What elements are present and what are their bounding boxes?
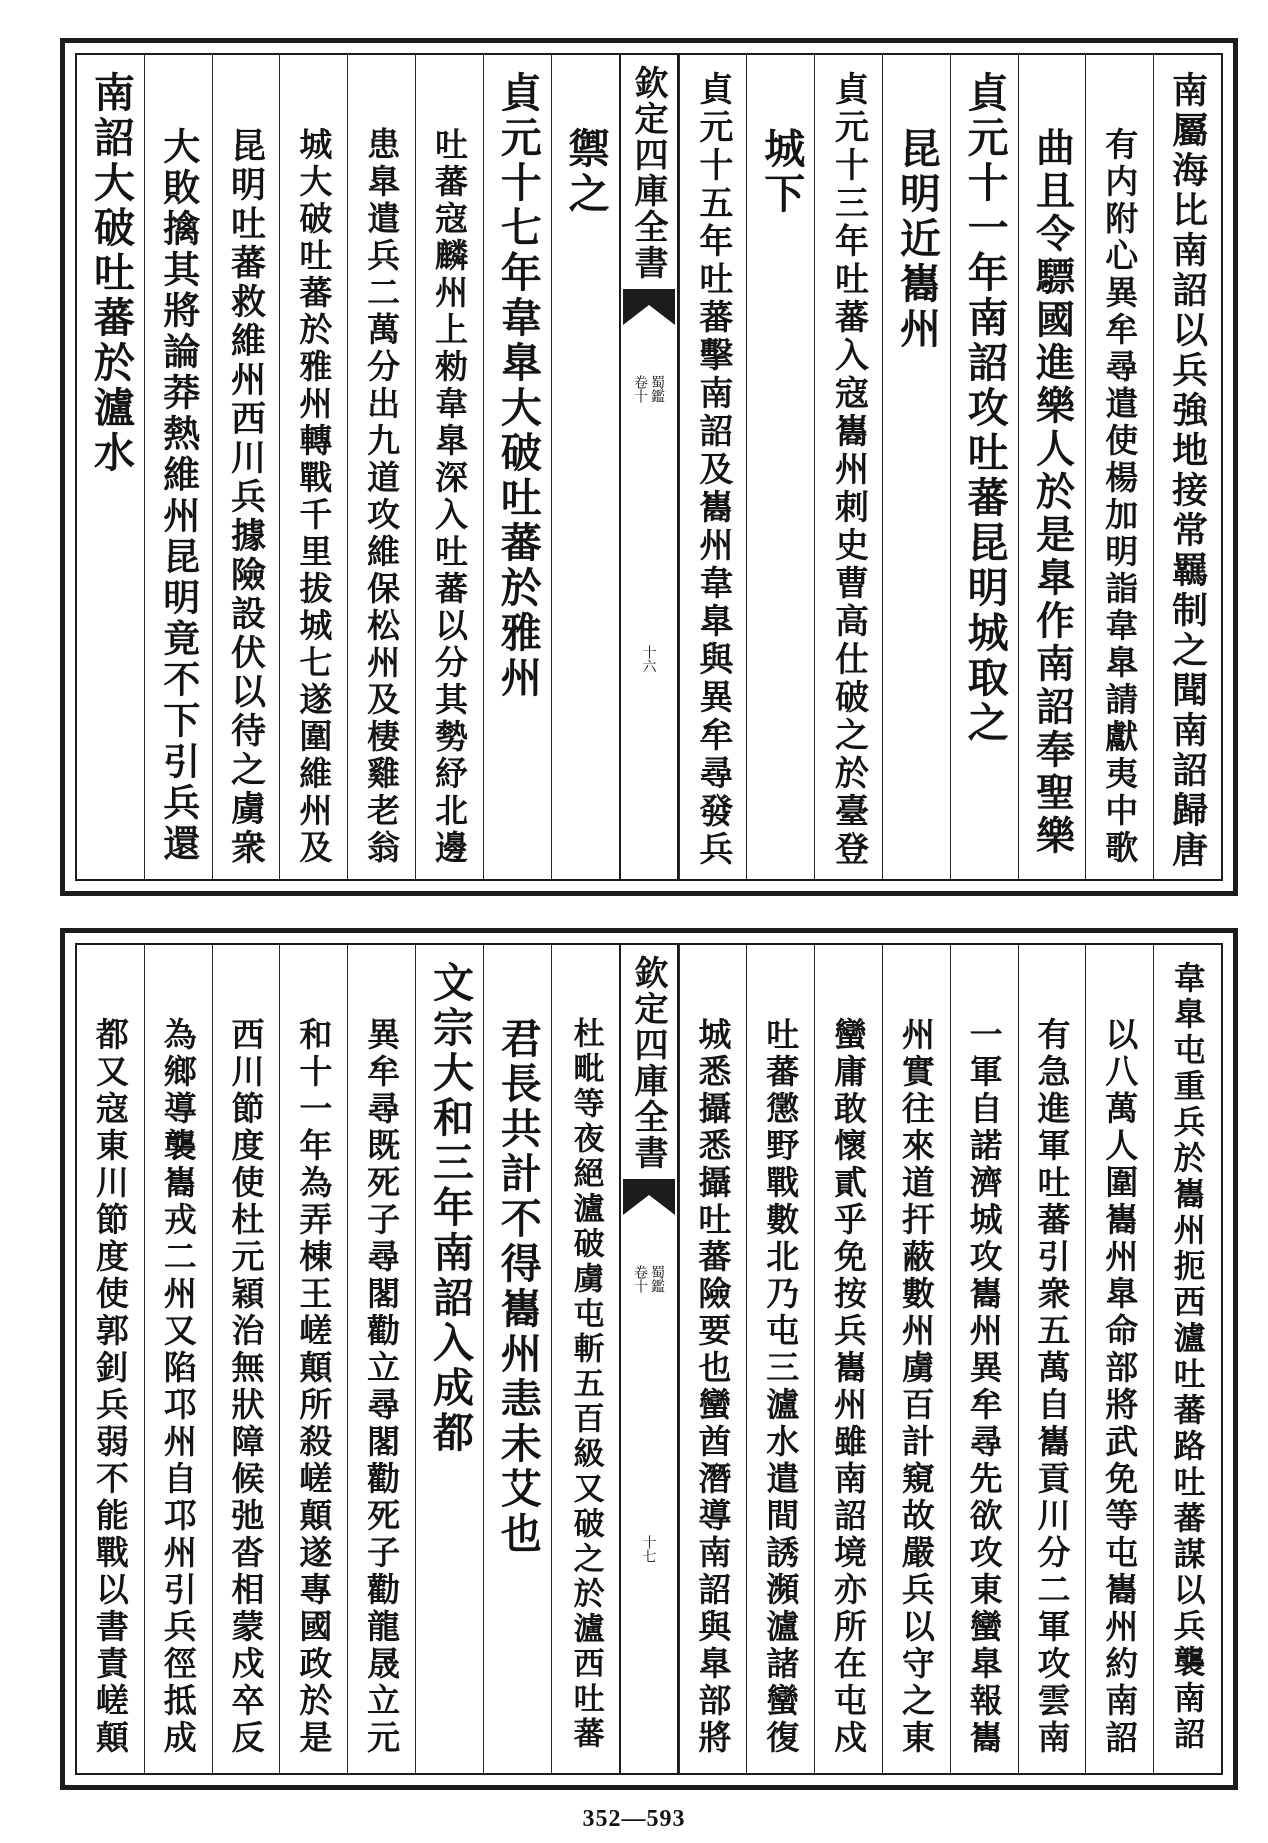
banxin-volume: 卷十 bbox=[632, 375, 648, 403]
text-column bbox=[679, 55, 747, 879]
column-text: 西川節度使杜元穎治無狀障候弛沓相蒙戍卒反 bbox=[226, 1017, 266, 1757]
text-column bbox=[746, 945, 814, 1773]
banxin-folio-number: 十六 bbox=[640, 645, 657, 673]
column-text: 州實往來道扞蔽數州虜百計窺故嚴兵以守之東 bbox=[896, 1017, 936, 1757]
text-column bbox=[347, 55, 415, 879]
center-fold-banxin bbox=[619, 55, 679, 879]
text-column bbox=[551, 55, 619, 879]
column-text: 貞元十五年吐蕃擊南詔及巂州韋臯與異牟尋發兵 bbox=[692, 71, 733, 869]
top-page-inner-border bbox=[75, 53, 1223, 881]
text-column bbox=[882, 945, 950, 1773]
text-column bbox=[882, 55, 950, 879]
text-column bbox=[1085, 55, 1153, 879]
column-text: 城悉攝悉攝吐蕃險要也蠻酋潛導南詔與臯部將 bbox=[693, 1017, 733, 1757]
column-text: 韋臯屯重兵於巂州扼西瀘吐蕃路吐蕃謀以兵襲南詔 bbox=[1168, 961, 1207, 1753]
column-text: 君長共計不得巂州恚未艾也 bbox=[493, 1017, 542, 1557]
banxin-volume: 卷十 bbox=[632, 1265, 648, 1293]
column-text: 貞元十七年韋臯大破吐蕃於雅州 bbox=[493, 71, 542, 701]
text-column bbox=[679, 945, 747, 1773]
text-column bbox=[212, 55, 280, 879]
column-text: 南屬海比南詔以兵強地接常羈制之聞南詔歸唐 bbox=[1166, 71, 1209, 871]
text-column bbox=[279, 945, 347, 1773]
column-text: 城下 bbox=[757, 127, 806, 217]
column-text: 吐蕃寇麟州上勑韋臯深入吐蕃以分其勢紓北邊 bbox=[429, 127, 469, 867]
column-text: 吐蕃懲野戰數北乃屯三瀘水遣間誘瀕瀘諸蠻復 bbox=[761, 1017, 801, 1757]
text-column bbox=[144, 945, 212, 1773]
fish-tail-ornament-icon bbox=[623, 1177, 675, 1217]
text-column bbox=[77, 945, 144, 1773]
text-column bbox=[950, 55, 1018, 879]
fish-tail-ornament-icon bbox=[623, 287, 675, 327]
text-column bbox=[950, 945, 1018, 1773]
column-text: 文宗大和三年南詔入成都 bbox=[425, 961, 474, 1456]
column-text: 杜毗等夜絕瀘破虜屯斬五百級又破之於瀘西吐蕃 bbox=[567, 1017, 604, 1752]
column-text: 禦之 bbox=[561, 127, 610, 217]
text-column bbox=[746, 55, 814, 879]
text-column bbox=[415, 945, 483, 1773]
text-column bbox=[814, 945, 882, 1773]
column-text: 貞元十一年南詔攻吐蕃昆明城取之 bbox=[960, 71, 1009, 746]
column-text: 貞元十三年吐蕃入寇巂州刺史曹高仕破之於臺登 bbox=[828, 71, 869, 869]
text-column bbox=[483, 55, 551, 879]
column-text: 昆明近巂州 bbox=[892, 127, 941, 352]
column-text: 昆明吐蕃救維州西川兵據險設伏以待之虜衆 bbox=[225, 127, 267, 868]
column-text: 和十一年為弄棟王嵯顛所殺嵯顛遂專國政於是 bbox=[294, 1017, 334, 1757]
text-column bbox=[415, 55, 483, 879]
column-text: 南詔大破吐蕃於瀘水 bbox=[86, 71, 135, 476]
banxin-title: 欽定四庫全書 bbox=[628, 955, 668, 1171]
banxin-volume-label bbox=[633, 1265, 664, 1293]
column-text: 蠻庸敢懷貳乎免按兵巂州雖南詔境亦所在屯戍 bbox=[829, 1017, 869, 1757]
text-column bbox=[144, 55, 212, 879]
column-text: 城大破吐蕃於雅州轉戰千里拔城七遂圍維州及 bbox=[294, 127, 334, 867]
column-text: 一軍自諾濟城攻巂州異牟尋先欲攻東蠻臯報巂 bbox=[964, 1017, 1004, 1757]
column-text: 都又寇東川節度使郭釗兵弱不能戰以書責嵯顛 bbox=[90, 1017, 130, 1757]
text-column bbox=[77, 55, 144, 879]
banxin-book-name: 蜀鑑 bbox=[649, 1265, 665, 1293]
column-text: 有急進軍吐蕃引衆五萬自巂貢川分二軍攻雲南 bbox=[1032, 1017, 1072, 1757]
text-column bbox=[551, 945, 619, 1773]
column-text: 有内附心異牟尋遣使楊加明詣韋臯請獻夷中歌 bbox=[1100, 127, 1140, 867]
text-column bbox=[212, 945, 280, 1773]
text-column bbox=[1018, 945, 1086, 1773]
top-page-frame bbox=[60, 38, 1238, 896]
bottom-page-inner-border bbox=[75, 943, 1223, 1775]
column-text: 大敗擒其將論莽熱維州昆明竟不下引兵還 bbox=[156, 127, 201, 865]
page-number: 352—593 bbox=[582, 1806, 686, 1832]
column-text: 曲且令驃國進樂人於是臯作南詔奉聖樂 bbox=[1029, 127, 1076, 858]
column-text: 以八萬人圍巂州臯命部將武免等屯巂州約南詔 bbox=[1100, 1017, 1140, 1757]
text-column bbox=[483, 945, 551, 1773]
text-column bbox=[1018, 55, 1086, 879]
banxin-title: 欽定四庫全書 bbox=[628, 65, 668, 281]
text-column bbox=[1085, 945, 1153, 1773]
column-text: 異牟尋既死子尋閣勸立尋閣勸死子勸龍晟立元 bbox=[362, 1017, 402, 1757]
banxin-book-name: 蜀鑑 bbox=[649, 375, 665, 403]
top-page-columns bbox=[77, 55, 1221, 879]
text-column bbox=[1153, 55, 1221, 879]
column-text: 患臯遣兵二萬分出九道攻維保松州及棲雞老翁 bbox=[362, 127, 402, 867]
center-fold-banxin bbox=[619, 945, 679, 1773]
text-column bbox=[347, 945, 415, 1773]
column-text: 為鄉導襲巂戎二州又陷邛州自邛州引兵徑抵成 bbox=[158, 1017, 198, 1757]
text-column bbox=[814, 55, 882, 879]
bottom-page-frame bbox=[60, 928, 1238, 1790]
banxin-folio-number: 十七 bbox=[640, 1535, 657, 1563]
bottom-page-columns bbox=[77, 945, 1221, 1773]
text-column bbox=[1153, 945, 1221, 1773]
banxin-volume-label bbox=[633, 375, 664, 403]
text-column bbox=[279, 55, 347, 879]
